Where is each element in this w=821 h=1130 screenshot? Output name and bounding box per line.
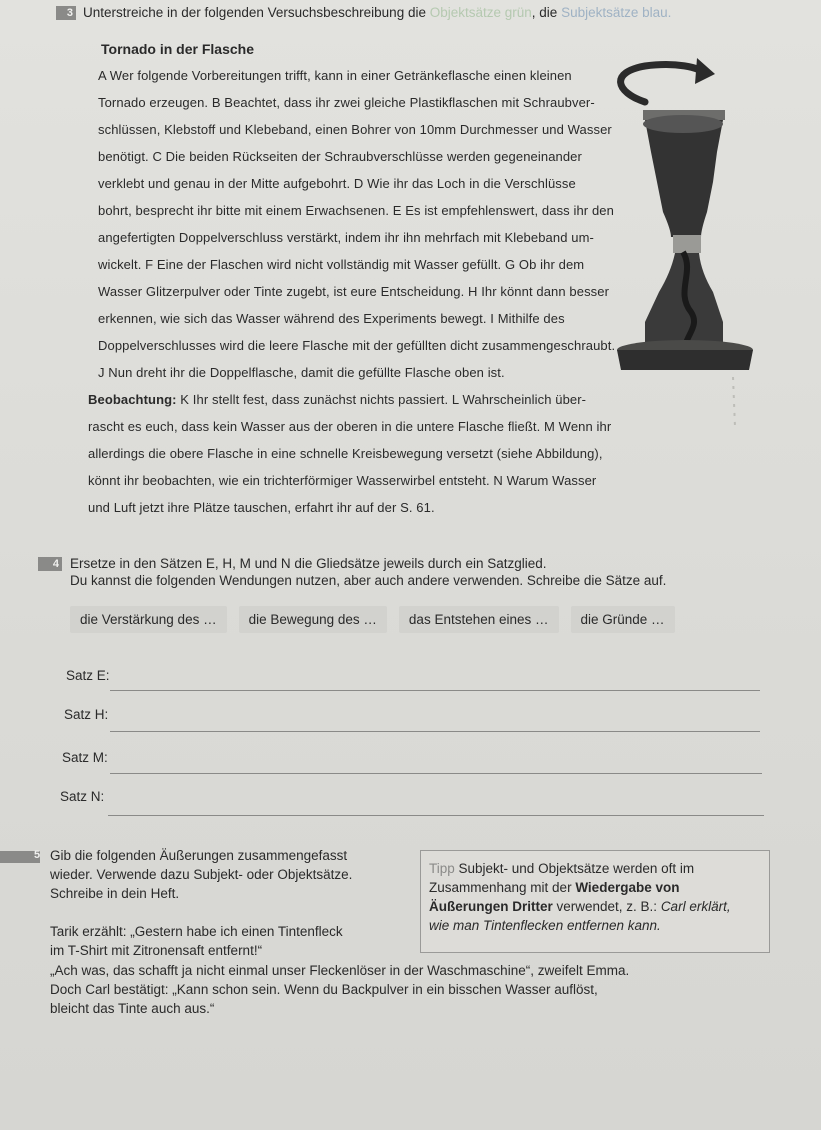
task-3-green-text: Objektsätze grün <box>429 5 532 20</box>
story-line: angefertigten Doppelverschluss verstärkt, indem ihr ihn mehrfach mit Klebeband um- <box>98 230 594 245</box>
tarik-quote <box>50 922 430 960</box>
satz-e-answer-line[interactable] <box>110 690 760 691</box>
carl-quote-line-1: Doch Carl bestätigt: „Kann schon sein. Wenn du Backpulver in ein bisschen Wasser auflöst, <box>50 982 598 997</box>
task-3-instruction <box>83 4 803 21</box>
task-4-number: 4 <box>38 557 62 571</box>
story-line: wickelt. F Eine der Flaschen wird nicht vollständig mit Wasser gefüllt. G Ob ihr dem <box>98 257 585 272</box>
story-line: erkennen, wie sich das Wasser während des Experiments bewegt. I Mithilfe des <box>98 311 565 326</box>
task-4-line-1: Ersetze in den Sätzen E, H, M und N die Gliedsätze jeweils durch ein Satzglied. <box>70 556 547 571</box>
story-line: bohrt, besprecht ihr bitte mit einem Erwachsenen. E Es ist empfehlenswert, dass ihr den <box>98 203 614 218</box>
story-line: Doppelverschlusses wird die leere Flasche mit der gefüllten dicht zusammengeschraubt. <box>98 338 616 353</box>
task-4-line-2: Du kannst die folgenden Wendungen nutzen, aber auch andere verwenden. Schreibe die Sätze auf. <box>70 573 667 588</box>
story-line: benötigt. C Die beiden Rückseiten der Schraubverschlüsse werden gegeneinander <box>98 149 582 164</box>
tip-bold-2: Äußerungen Dritter <box>429 899 553 914</box>
story-line: A Wer folgende Vorbereitungen trifft, kann in einer Getränkeflasche einen kleinen <box>98 68 572 83</box>
story-line: schlüssen, Klebstoff und Klebeband, einen Bohrer von 10mm Durchmesser und Wasser <box>98 122 612 137</box>
tip-italic-1: Carl erklärt, <box>660 899 731 914</box>
story-line: Wasser Glitzerpulver oder Tinte zugebt, ist eure Entscheidung. H Ihr könnt dann besser <box>98 284 610 299</box>
observation-text <box>88 386 628 521</box>
tip-bold-1: Wiedergabe von <box>575 880 680 895</box>
observation-line: allerdings die obere Flasche in eine schnelle Kreisbewegung versetzt (siehe Abbildung), <box>88 446 603 461</box>
satz-n-answer-line[interactable] <box>108 815 764 816</box>
tip-text-1: Subjekt- und Objektsätze werden oft im <box>454 861 695 876</box>
phrase-chip: die Bewegung des … <box>239 606 387 633</box>
task-3-instruction-mid: , die <box>531 5 562 20</box>
task-3-blue-text: Subjektsätze blau. <box>561 5 672 20</box>
task-4-instruction <box>70 555 790 589</box>
phrase-chip: die Gründe … <box>571 606 675 633</box>
observation-line: rascht es euch, dass kein Wasser aus der oberen in die untere Flasche fließt. M Wenn ihr <box>88 419 612 434</box>
satz-h-answer-line[interactable] <box>110 731 760 732</box>
satz-e-label: Satz E: <box>66 668 110 683</box>
story-line: verklebt und genau in der Mitte aufgebohrt. D Wie ihr das Loch in die Verschlüsse <box>98 176 576 191</box>
tornado-bottle-illustration <box>605 52 765 432</box>
task-5-number: 5 <box>34 849 41 861</box>
tip-label: Tipp <box>429 861 455 876</box>
satz-m-answer-line[interactable] <box>110 773 762 774</box>
tip-text-2: Zusammenhang mit der <box>429 880 576 895</box>
emma-quote: „Ach was, das schafft ja nicht einmal unser Fleckenlöser in der Waschmaschine“, zweifelt Emma. <box>50 963 630 978</box>
phrase-options <box>70 606 675 633</box>
satz-h-label: Satz H: <box>64 707 109 722</box>
satz-m-label: Satz M: <box>62 750 108 765</box>
story-line: Tornado erzeugen. B Beachtet, dass ihr zwei gleiche Plastikflaschen mit Schraubver- <box>98 95 595 110</box>
satz-n-label: Satz N: <box>60 789 105 804</box>
tarik-quote-line-1: Tarik erzählt: „Gestern habe ich einen Tintenfleck <box>50 924 343 939</box>
phrase-chip: das Entstehen eines … <box>399 606 559 633</box>
task-5-instruction-line: Schreibe in dein Heft. <box>50 886 180 901</box>
tarik-quote-line-2: im T-Shirt mit Zitronensaft entfernt!“ <box>50 943 263 958</box>
observation-line: und Luft jetzt ihre Plätze tauschen, erfahrt ihr auf der S. 61. <box>88 500 435 515</box>
task-5-instruction <box>50 846 410 903</box>
carl-quote <box>50 980 790 1018</box>
tip-text-3: verwendet, z. B.: <box>552 899 661 914</box>
story-text <box>98 62 628 386</box>
task-3-instruction-pre: Unterstreiche in der folgenden Versuchsbeschreibung die <box>83 5 430 20</box>
carl-quote-line-2: bleicht das Tinte auch aus.“ <box>50 1001 215 1016</box>
story-title: Tornado in der Flasche <box>101 41 254 57</box>
task-5-instruction-line: wieder. Verwende dazu Subjekt- oder Objektsätze. <box>50 867 353 882</box>
story-line: J Nun dreht ihr die Doppelflasche, damit die gefüllte Flasche oben ist. <box>98 365 505 380</box>
tip-box <box>420 850 770 953</box>
phrase-chip: die Verstärkung des … <box>70 606 227 633</box>
observation-line: könnt ihr beobachten, wie ein trichterförmiger Wasserwirbel entsteht. N Warum Wasser <box>88 473 597 488</box>
tip-italic-2: wie man Tintenflecken entfernen kann. <box>429 918 661 933</box>
observation-first-line: K Ihr stellt fest, dass zunächst nichts passiert. L Wahrscheinlich über- <box>176 392 587 407</box>
observation-label: Beobachtung: <box>88 392 177 407</box>
task-3-number: 3 <box>56 6 76 20</box>
task-5-instruction-line: Gib die folgenden Äußerungen zusammengefasst <box>50 848 348 863</box>
